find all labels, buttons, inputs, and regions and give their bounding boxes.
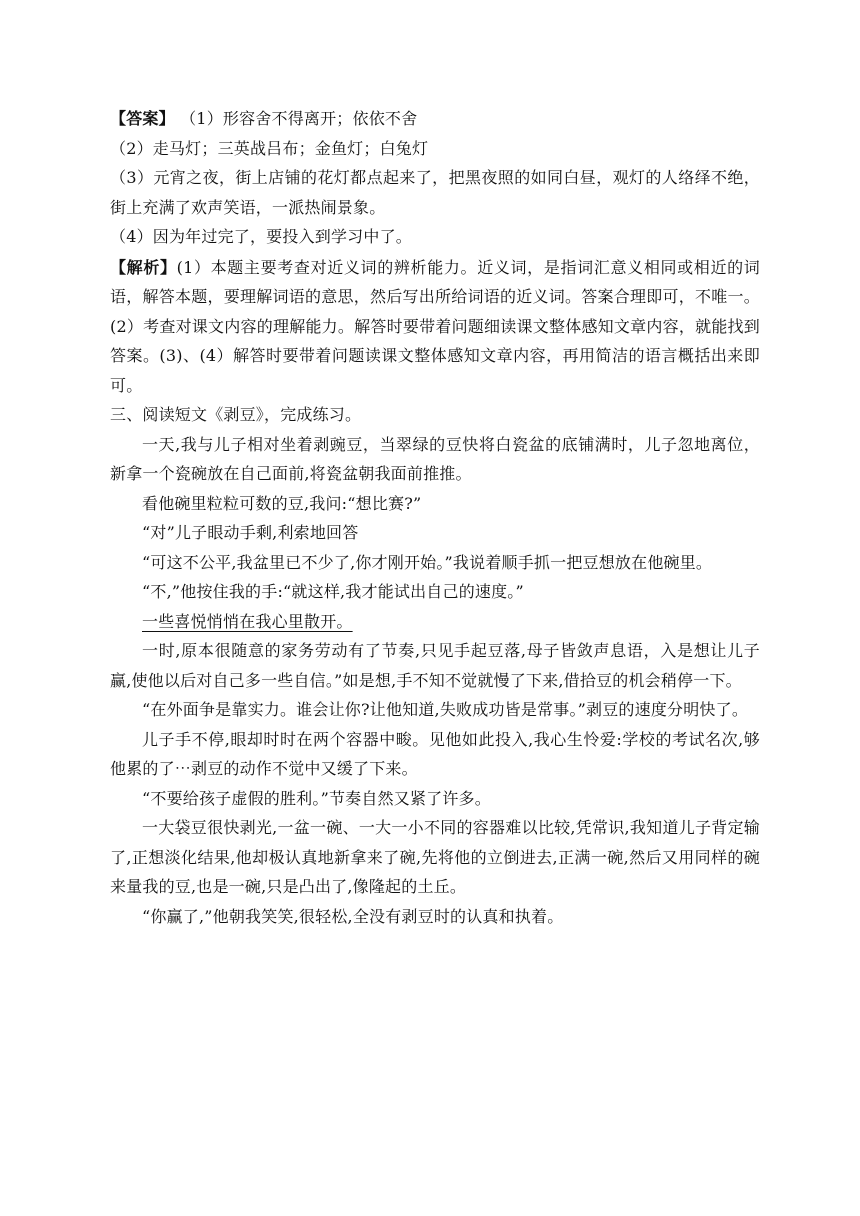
answer-label: 【答案】 <box>110 109 175 128</box>
analysis-text: (1）本题主要考查对近义词的辨析能力。近义词，是指词汇意义相同或相近的词语，解答本题，要理解词语的意思，然后写出所给词语的近义词。答案合理即可，不唯一。(2）考查对课文内容的理解能力。解答时要带着问题细读课文整体感知文章内容，就能找到答案。(3)、(4）解答时要带着问题读课文整体感知文章内容，再用简洁的语言概括出来即可。 <box>110 257 760 395</box>
analysis-paragraph <box>110 253 760 401</box>
story-paragraph: “你赢了,”他朝我笑笑,很轻松,全没有剥豆时的认真和执着。 <box>142 906 564 926</box>
answer-item-1: （1）形容舍不得离开；依依不舍 <box>180 109 418 128</box>
section-heading: 三、阅读短文《剥豆》，完成练习。 <box>110 405 362 424</box>
document-page <box>110 104 760 931</box>
analysis-label: 【解析】 <box>110 257 177 277</box>
story-paragraph: 看他碗里粒粒可数的豆,我问:“想比赛?” <box>142 493 422 513</box>
story-paragraph: 一天,我与儿子相对坐着剥豌豆，当翠绿的豆快将白瓷盆的底铺满时，儿子忽地离位，新拿一个瓷碗放在自己面前,将瓷盆朝我面前推推。 <box>110 434 760 483</box>
underlined-sentence: 一些喜悦悄悄在我心里散开。 <box>142 611 353 631</box>
story-paragraph: 一大袋豆很快剥光,一盆一碗、一大一小不同的容器难以比较,凭常识,我知道儿子背定输了,正想淡化结果,他却极认真地新拿来了碗,先将他的立倒进去,正满一碗,然后又用同样的碗来量我的豆,也是一碗,只是凸出了,像隆起的土丘。 <box>110 818 760 896</box>
answer-line-1 <box>110 104 760 134</box>
story-paragraph: “对”儿子眼动手剩,利索地回答 <box>142 523 359 542</box>
answer-item-3: （3）元宵之夜，街上店铺的花灯都点起来了，把黑夜照的如同白昼，观灯的人络绎不绝，街上充满了欢声笑语，一派热闹景象。 <box>110 168 760 217</box>
story-paragraph: “在外面争是靠实力。谁会让你?让他知道,失败成功皆是常事。”剥豆的速度分明快了。 <box>142 700 749 719</box>
story-paragraph: “不,”他按住我的手:“就这样,我才能试出自己的速度。” <box>142 582 524 601</box>
story-paragraph: 儿子手不停,眼却时时在两个容器中畯。见他如此投入,我心生怜爱:学校的考试名次,够他累的了⋯剥豆的动作不觉中又缓了下来。 <box>110 729 760 778</box>
story-paragraph: “可这不公平,我盆里已不少了,你才刚开始。”我说着顺手抓一把豆想放在他碗里。 <box>142 552 713 572</box>
underlined-sentence-line <box>110 607 760 637</box>
story-paragraph: “不要给孩子虚假的胜利。”节奏自然又紧了许多。 <box>142 788 491 808</box>
story-paragraph: 一时,原本很随意的家务劳动有了节奏,只见手起豆落,母子皆敛声息语，入是想让儿子赢,使他以后对自己多一些自信。”如是想,手不知不觉就慢了下来,借拾豆的机会稍停一下。 <box>110 641 760 690</box>
answer-item-2: （2）走马灯；三英战吕布；金鱼灯；白兔灯 <box>110 138 429 158</box>
answer-item-4: （4）因为年过完了，要投入到学习中了。 <box>110 227 412 246</box>
